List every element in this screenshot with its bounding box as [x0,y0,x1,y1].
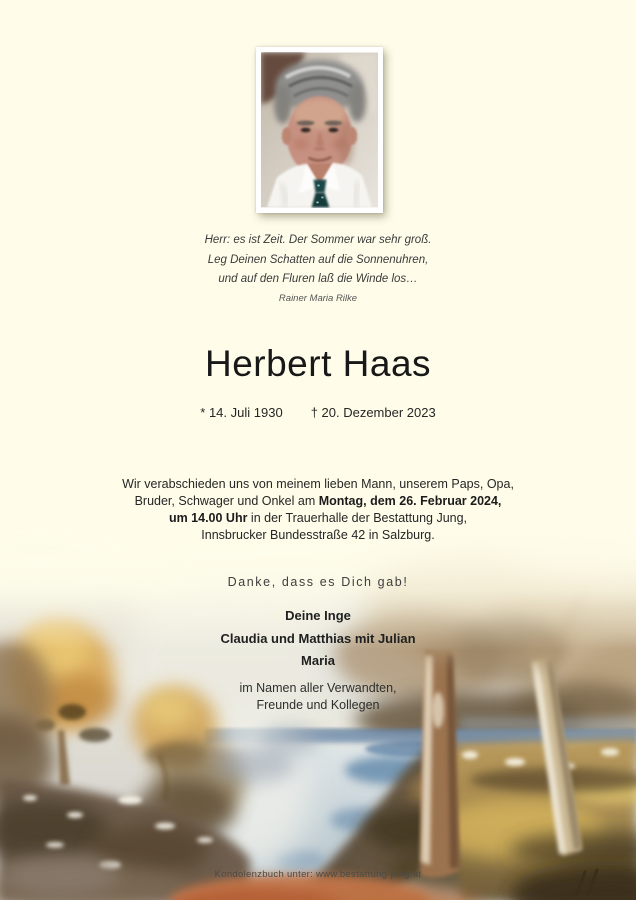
in-name-line: im Namen aller Verwandten, [239,681,397,695]
poem-line: und auf den Fluren laß die Winde los… [218,273,418,285]
funeral-announcement [0,476,636,544]
mourners-list [0,605,636,673]
mourner-line: Maria [301,653,335,668]
birth-date: * 14. Juli 1930 [200,405,283,420]
mourner-line: Claudia und Matthias mit Julian [220,630,416,646]
condolence-book-note: Kondolenzbuch unter: www.bestattung-jung.at [214,869,422,880]
in-name-line: Freunde und Kollegen [256,698,380,712]
in-name-of [0,680,636,714]
deceased-name: Herbert Haas [204,343,432,384]
funeral-time: um 14.00 Uhr [168,510,248,525]
announcement-line-2: Bruder, Schwager und Onkel am [134,493,319,508]
mourner-line: Deine Inge [285,608,351,623]
thanks-line: Danke, dass es Dich gab! [227,575,409,589]
announcement-line-3: in der Trauerhalle der Bestattung Jung, [247,510,468,525]
announcement-line-1: Wir verabschieden uns von meinem lieben Mann, unserem Paps, Opa, [122,476,514,491]
portrait-image [261,52,378,208]
portrait-photo [256,47,383,213]
life-dates [0,405,636,420]
poem-line: Leg Deinen Schatten auf die Sonnenuhren, [207,253,429,266]
poem-attribution: Rainer Maria Rilke [278,292,358,304]
announcement-line-4: Innsbrucker Bundesstraße 42 in Salzburg. [201,527,435,542]
poem-line: Herr: es ist Zeit. Der Sommer war sehr groß. [204,234,432,246]
death-date: † 20. Dezember 2023 [310,405,436,420]
poem [0,231,636,306]
funeral-date: Montag, dem 26. Februar 2024, [318,493,502,508]
